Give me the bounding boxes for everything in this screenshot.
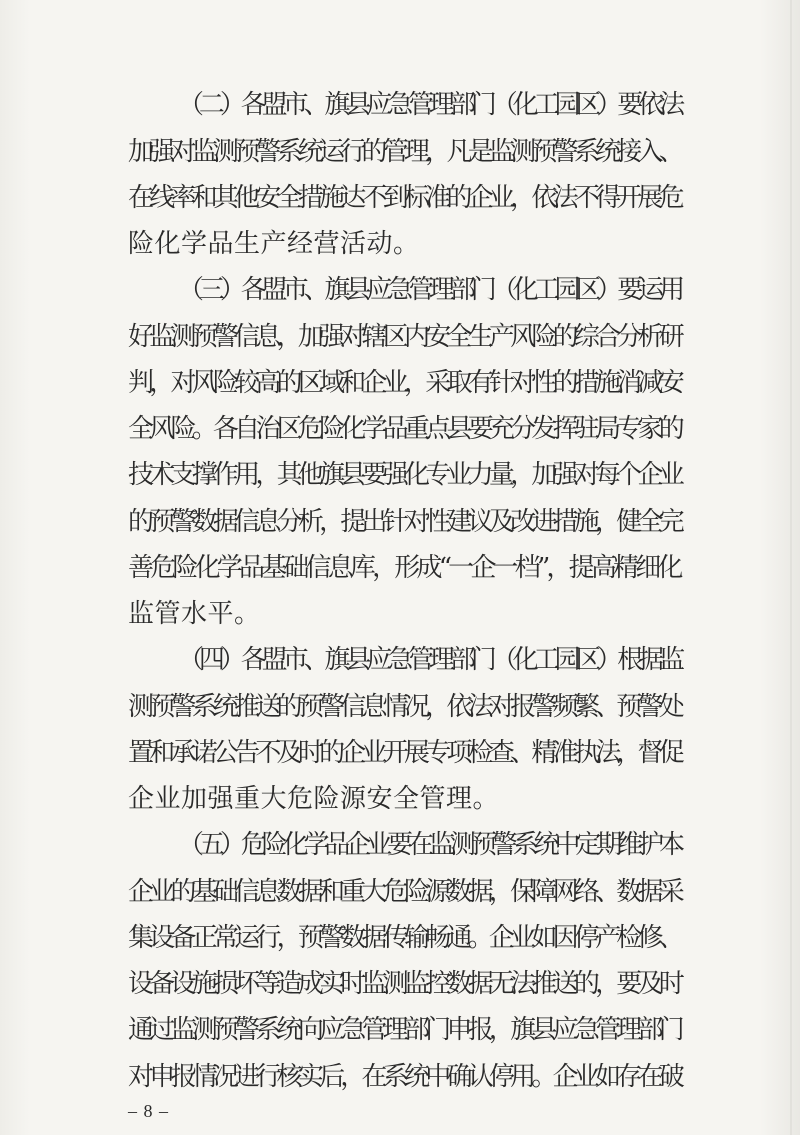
text-line: 的预警数据信息分析，提出针对性建议及改进措施，健全完 <box>128 507 681 537</box>
page-number: – 8 – <box>128 1101 169 1121</box>
text-line: 在线率和其他安全措施达不到标准的企业，依法不得开展危 <box>128 183 681 213</box>
text-line: （二）各盟市、旗县应急管理部门（化工园区）要依法 <box>178 90 681 120</box>
text-line: 善危险化学品基础信息库，形成“一企一档”，提高精细化 <box>128 553 680 583</box>
text-line: （五）危险化学品企业要在监测预警系统中定期维护本 <box>178 830 681 860</box>
text-line: 判，对风险较高的区域和企业，采取有针对性的措施消减安 <box>128 368 681 398</box>
text-line: 加强对监测预警系统运行的管理，凡是监测预警系统接入、 <box>128 137 681 167</box>
text-line: （三）各盟市、旗县应急管理部门（化工园区）要运用 <box>178 275 681 305</box>
scan-edge <box>790 0 792 1135</box>
text-line: 险化学品生产经营活动。 <box>128 229 420 259</box>
text-line: 集设备正常运行，预警数据传输畅通。企业如因停产检修、 <box>128 923 681 953</box>
text-line: 设备设施损坏等造成实时监测监控数据无法推送的，要及时 <box>128 969 681 999</box>
text-line: 好监测预警信息，加强对辖区内安全生产风险的综合分析研 <box>128 322 681 352</box>
text-line: 监管水平。 <box>128 599 261 629</box>
text-line: 置和承诺公告不及时的企业开展专项检查、精准执法，督促 <box>128 738 681 768</box>
text-line: 对申报情况进行核实后，在系统中确认停用。企业如存在破 <box>128 1062 681 1092</box>
text-line: 全风险。各自治区危险化学品重点县要充分发挥驻局专家的 <box>128 414 681 444</box>
text-line: 通过监测预警系统向应急管理部门申报，旗县应急管理部门 <box>128 1015 681 1045</box>
text-line: 企业加强重大危险源安全管理。 <box>128 784 500 814</box>
text-line: （四）各盟市、旗县应急管理部门（化工园区）根据监 <box>178 645 681 675</box>
text-line: 技术支撑作用，其他旗县要强化专业力量，加强对每个企业 <box>128 460 681 490</box>
text-line: 测预警系统推送的预警信息情况，依法对报警频繁、预警处 <box>128 692 681 722</box>
text-line: 企业的基础信息数据和重大危险源数据，保障网络、数据采 <box>128 877 681 907</box>
